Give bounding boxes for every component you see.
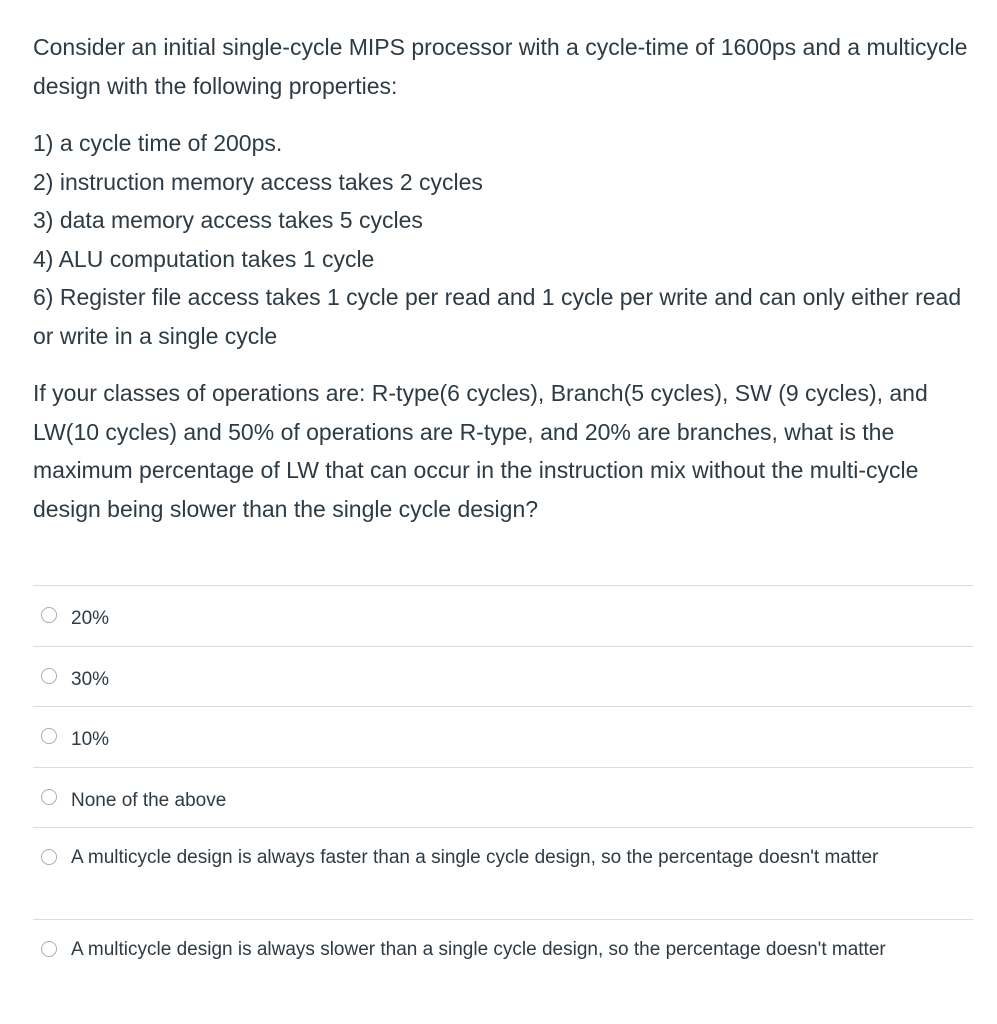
answer-list	[33, 585, 973, 1010]
question-prompt: If your classes of operations are: R-type(6 cycles), Branch(5 cycles), SW (9 cycles), and LW(10 cycles) and 50% of operations are R-type, and 20% are branches, what is the maximum percentage of LW that can occur in the instruction mix without the multi-cycle design being slower than the single cycle design?	[33, 380, 928, 522]
radio-button[interactable]	[41, 849, 57, 865]
answer-label: None of the above	[71, 789, 227, 811]
answer-label: A multicycle design is always slower than a single cycle design, so the percentage doesn't matter	[71, 938, 886, 960]
radio-button[interactable]	[41, 789, 57, 805]
answer-option-2[interactable]	[33, 647, 973, 708]
property-item: 2) instruction memory access takes 2 cycles	[33, 168, 483, 195]
property-item: 3) data memory access takes 5 cycles	[33, 207, 423, 233]
answer-option-4[interactable]	[33, 768, 973, 829]
answer-label: A multicycle design is always faster than a single cycle design, so the percentage doesn't matter	[71, 847, 879, 868]
radio-button[interactable]	[41, 668, 57, 684]
answer-label: 30%	[71, 668, 110, 690]
answer-option-1[interactable]	[33, 586, 973, 647]
property-item: 1) a cycle time of 200ps.	[33, 130, 283, 156]
answer-option-6[interactable]	[33, 920, 973, 1011]
answer-option-5[interactable]	[33, 828, 973, 920]
property-item: 6) Register file access takes 1 cycle per read and 1 cycle per write and can only either read or write in a single cycle	[33, 284, 962, 349]
question-intro: Consider an initial single-cycle MIPS processor with a cycle-time of 1600ps and a multicycle design with the following properties:	[33, 34, 968, 99]
property-item: 4) ALU computation takes 1 cycle	[33, 245, 375, 272]
answer-option-3[interactable]	[33, 707, 973, 768]
answer-label: 20%	[71, 608, 110, 629]
radio-button[interactable]	[41, 728, 57, 744]
answer-label: 10%	[71, 729, 110, 750]
question-text	[33, 28, 973, 528]
radio-button[interactable]	[41, 607, 57, 623]
question-properties	[33, 124, 973, 355]
radio-button[interactable]	[41, 941, 57, 957]
